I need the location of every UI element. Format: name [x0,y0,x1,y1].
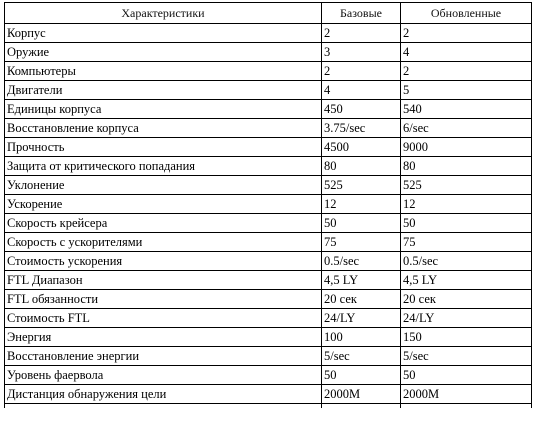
ship-stats-table [4,2,532,408]
table-row [5,119,532,138]
base-value-cell: 450 [322,100,401,119]
base-value-cell: 24/LY [322,309,401,328]
table-row [5,195,532,214]
upgraded-value-cell: 2 [401,62,532,81]
table-row [5,252,532,271]
table-row [5,290,532,309]
table-body [5,24,532,409]
empty-cell [401,404,532,409]
header-characteristics: Характеристики [5,3,322,24]
stat-name-cell: Восстановление корпуса [5,119,322,138]
table-row [5,233,532,252]
upgraded-value-cell: 75 [401,233,532,252]
upgraded-value-cell: 50 [401,214,532,233]
upgraded-value-cell: 540 [401,100,532,119]
table-row [5,43,532,62]
upgraded-value-cell: 50 [401,366,532,385]
table-row [5,328,532,347]
table-row [5,81,532,100]
upgraded-value-cell: 9000 [401,138,532,157]
upgraded-value-cell: 5/sec [401,347,532,366]
table-row [5,385,532,404]
stat-name-cell: Энергия [5,328,322,347]
table-row-partial [5,404,532,409]
upgraded-value-cell: 80 [401,157,532,176]
table-row [5,309,532,328]
stat-name-cell: Двигатели [5,81,322,100]
stat-name-cell: Скорость крейсера [5,214,322,233]
base-value-cell: 12 [322,195,401,214]
stat-name-cell: Восстановление энергии [5,347,322,366]
base-value-cell: 4500 [322,138,401,157]
upgraded-value-cell: 24/LY [401,309,532,328]
upgraded-value-cell: 525 [401,176,532,195]
stat-name-cell: Прочность [5,138,322,157]
table-header-row [5,3,532,24]
upgraded-value-cell: 2000M [401,385,532,404]
table-row [5,62,532,81]
base-value-cell: 50 [322,366,401,385]
table-row [5,24,532,43]
upgraded-value-cell: 150 [401,328,532,347]
base-value-cell: 100 [322,328,401,347]
upgraded-value-cell: 5 [401,81,532,100]
stat-name-cell: Стоимость FTL [5,309,322,328]
stat-name-cell: Уровень фаервола [5,366,322,385]
header-upgraded: Обновленные [401,3,532,24]
stat-name-cell: Стоимость ускорения [5,252,322,271]
base-value-cell: 50 [322,214,401,233]
base-value-cell: 2000M [322,385,401,404]
upgraded-value-cell: 12 [401,195,532,214]
stat-name-cell: Ускорение [5,195,322,214]
base-value-cell: 4 [322,81,401,100]
stat-name-cell: FTL обязанности [5,290,322,309]
stat-name-cell: Защита от критического попадания [5,157,322,176]
table-row [5,271,532,290]
base-value-cell: 3.75/sec [322,119,401,138]
base-value-cell: 20 сек [322,290,401,309]
stat-name-cell: Оружие [5,43,322,62]
empty-cell [322,404,401,409]
empty-cell [5,404,322,409]
stat-name-cell: FTL Диапазон [5,271,322,290]
table-row [5,138,532,157]
stat-name-cell: Дистанция обнаружения цели [5,385,322,404]
upgraded-value-cell: 2 [401,24,532,43]
base-value-cell: 0.5/sec [322,252,401,271]
table-row [5,100,532,119]
upgraded-value-cell: 4 [401,43,532,62]
base-value-cell: 2 [322,24,401,43]
stat-name-cell: Скорость с ускорителями [5,233,322,252]
base-value-cell: 80 [322,157,401,176]
header-base: Базовые [322,3,401,24]
table-row [5,347,532,366]
table-row [5,366,532,385]
stat-name-cell: Корпус [5,24,322,43]
stat-name-cell: Компьютеры [5,62,322,81]
base-value-cell: 2 [322,62,401,81]
stat-name-cell: Уклонение [5,176,322,195]
table-row [5,176,532,195]
table-row [5,157,532,176]
base-value-cell: 3 [322,43,401,62]
upgraded-value-cell: 20 сек [401,290,532,309]
base-value-cell: 75 [322,233,401,252]
base-value-cell: 4,5 LY [322,271,401,290]
upgraded-value-cell: 4,5 LY [401,271,532,290]
stat-name-cell: Единицы корпуса [5,100,322,119]
base-value-cell: 5/sec [322,347,401,366]
upgraded-value-cell: 6/sec [401,119,532,138]
upgraded-value-cell: 0.5/sec [401,252,532,271]
base-value-cell: 525 [322,176,401,195]
table-row [5,214,532,233]
